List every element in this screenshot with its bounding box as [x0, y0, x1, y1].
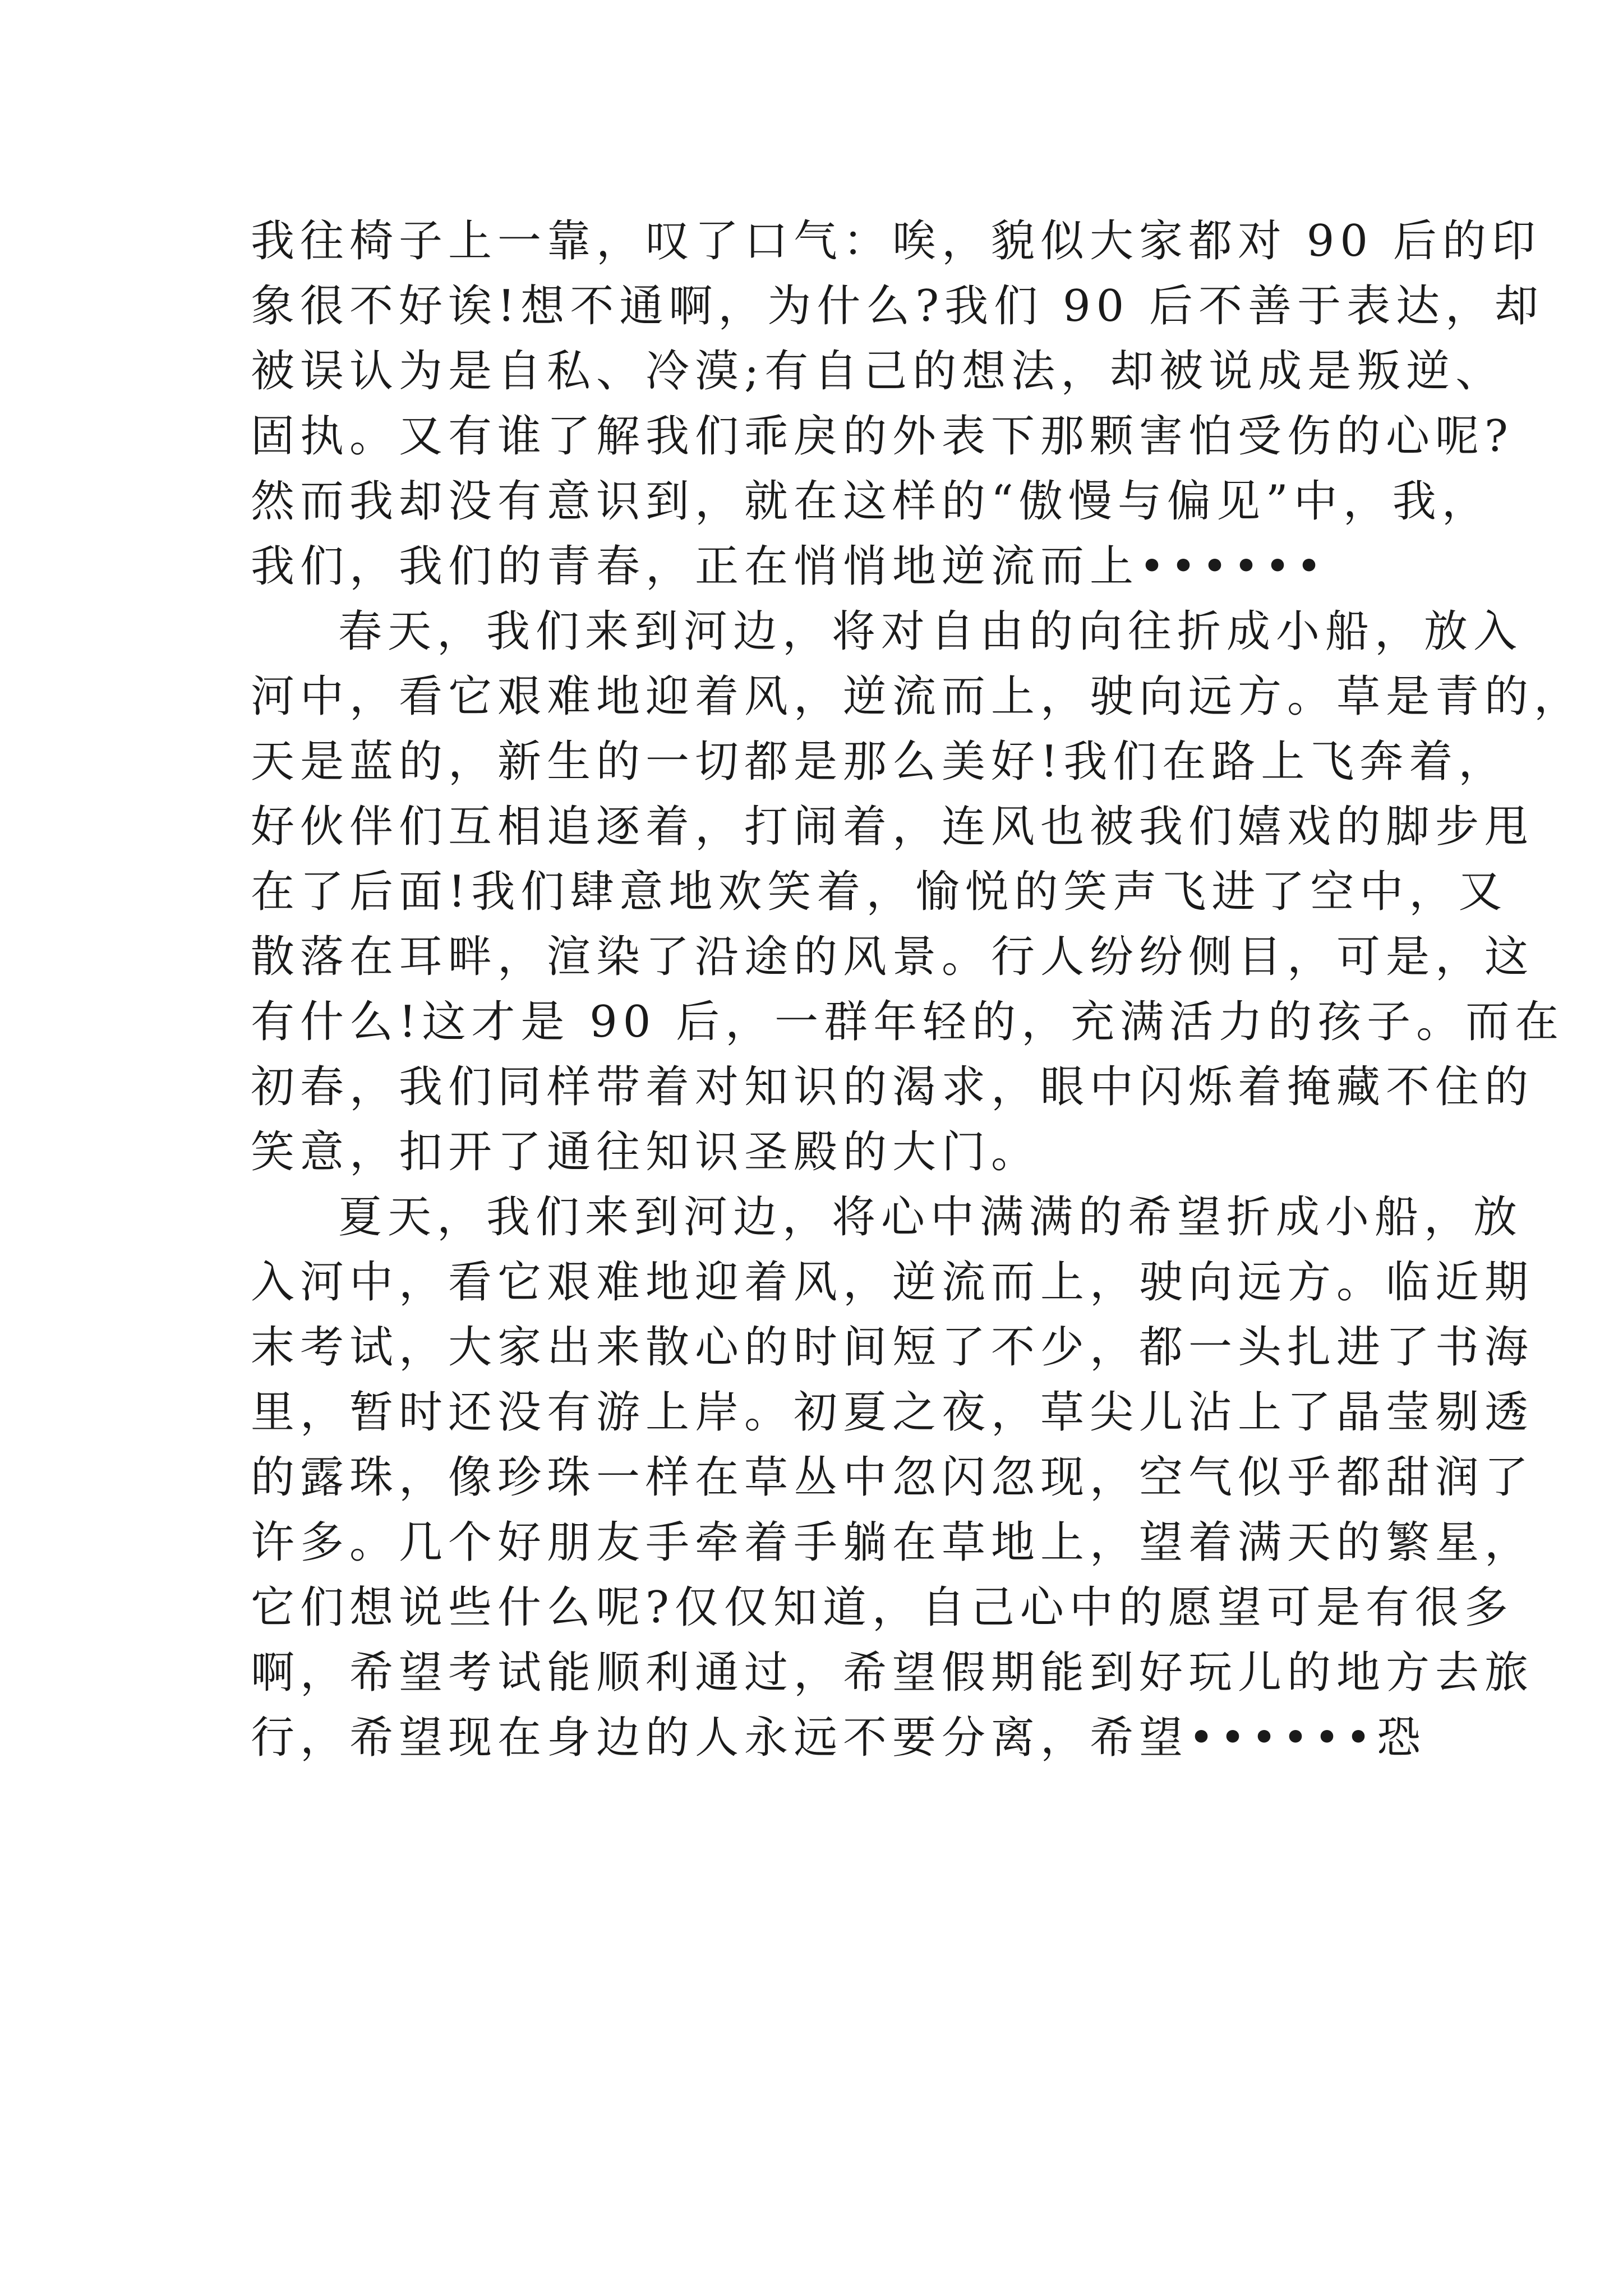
text-line: 河中，看它艰难地迎着风，逆流而上，驶向远方。草是青的，	[251, 671, 1584, 722]
text-line: 春天，我们来到河边，将对自由的向往折成小船，放入	[338, 606, 1523, 657]
text-line: 有什么!这才是 90 后，一群年轻的，充满活力的孩子。而在	[251, 997, 1565, 1047]
text-line: 象很不好诶!想不通啊，为什么?我们 90 后不善于表达，却	[251, 281, 1544, 332]
text-line: 的露珠，像珍珠一样在草丛中忽闪忽现，空气似乎都甜润了	[251, 1452, 1534, 1503]
text-line: 末考试，大家出来散心的时间短了不少，都一头扎进了书海	[251, 1322, 1534, 1373]
paragraph-1	[251, 209, 1544, 599]
text-line: 被误认为是自私、冷漠;有自己的想法，却被说成是叛逆、	[251, 346, 1505, 397]
text-line: 入河中，看它艰难地迎着风，逆流而上，驶向远方。临近期	[251, 1257, 1534, 1308]
text-line: 夏天，我们来到河边，将心中满满的希望折成小船，放	[338, 1192, 1523, 1243]
text-line: 然而我却没有意识到，就在这样的“傲慢与偏见”中，我，	[251, 476, 1491, 527]
text-line: 天是蓝的，新生的一切都是那么美好!我们在路上飞奔着，	[251, 737, 1508, 787]
text-line: 我们，我们的青春，正在悄悄地逆流而上••••••	[251, 541, 1328, 592]
text-line: 行，希望现在身边的人永远不要分离，希望••••••恐	[251, 1713, 1427, 1763]
text-line: 许多。几个好朋友手牵着手躺在草地上，望着满天的繁星，	[251, 1517, 1534, 1568]
text-line: 里，暂时还没有游上岸。初夏之夜，草尖儿沾上了晶莹剔透	[251, 1387, 1534, 1438]
text-line: 固执。又有谁了解我们乖戾的外表下那颗害怕受伤的心呢?	[251, 411, 1514, 462]
text-line: 初春，我们同样带着对知识的渴求，眼中闪烁着掩藏不住的	[251, 1062, 1534, 1112]
text-line: 散落在耳畔，渲染了沿途的风景。行人纷纷侧目，可是，这	[251, 932, 1534, 982]
paragraph-3	[251, 1185, 1534, 1770]
text-line: 好伙伴们互相追逐着，打闹着，连风也被我们嬉戏的脚步甩	[251, 802, 1534, 852]
body-text	[251, 209, 1584, 1770]
paragraph-2	[251, 599, 1584, 1185]
text-line: 我往椅子上一靠，叹了口气：唉，貌似大家都对 90 后的印	[251, 216, 1541, 266]
text-line: 笑意，扣开了通往知识圣殿的大门。	[251, 1127, 1041, 1177]
text-line: 啊，希望考试能顺利通过，希望假期能到好玩儿的地方去旅	[251, 1648, 1534, 1698]
text-line: 它们想说些什么呢?仅仅知道，自己心中的愿望可是有很多	[251, 1582, 1514, 1633]
text-line: 在了后面!我们肆意地欢笑着，愉悦的笑声飞进了空中，又	[251, 867, 1508, 917]
